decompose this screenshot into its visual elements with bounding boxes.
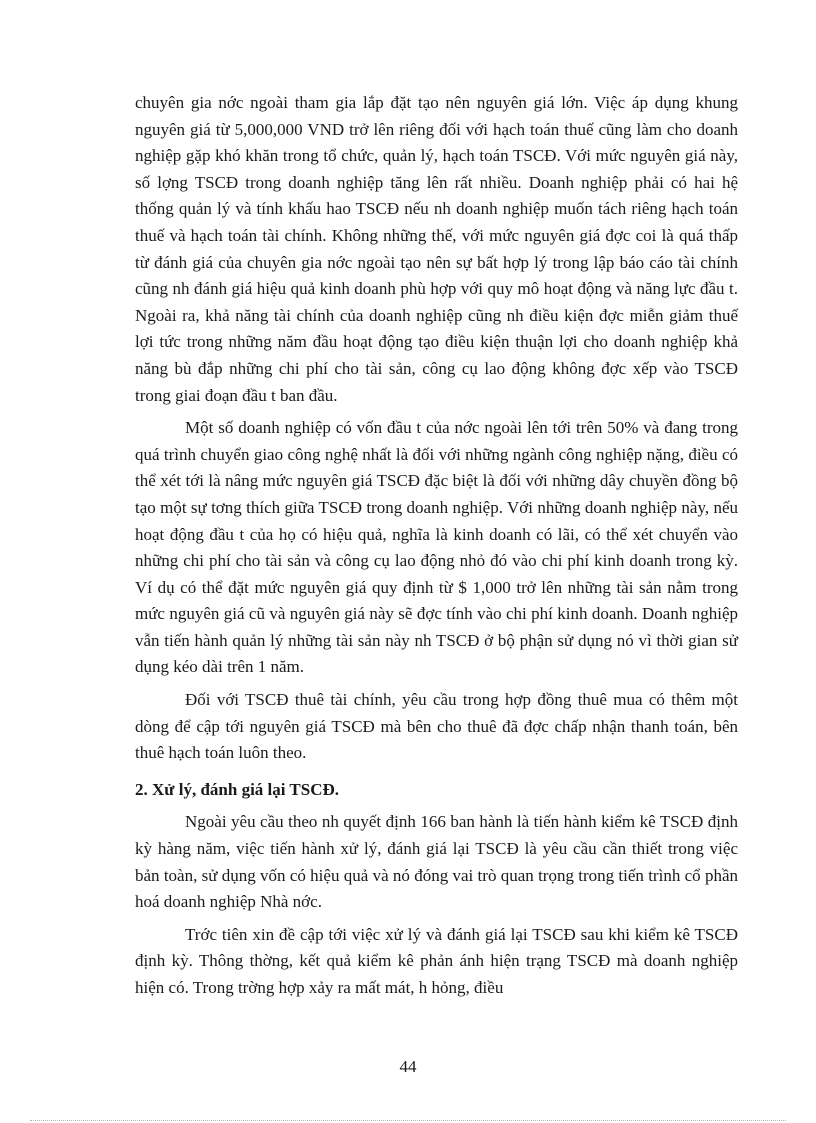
paragraph-5: Trớc tiên xin đề cập tới việc xử lý và đánh giá lại TSCĐ sau khi kiểm kê TSCĐ định kỳ. Thông thờng, kết quả kiểm kê phản ánh hiện trạng TSCĐ mà doanh nghiệp hiện có. Trong trờng hợp xảy ra mất mát, h hỏng, điều [135, 924, 738, 997]
paragraph-3: Đối với TSCĐ thuê tài chính, yêu cầu trong hợp đồng thuê mua có thêm một dòng để cập tới nguyên giá TSCĐ mà bên cho thuê đã đợc chấp nhận thanh toán, bên thuê hạch toán luôn theo. [135, 690, 738, 763]
document-body [135, 90, 738, 1002]
section-heading: 2. Xử lý, đánh giá lại TSCĐ. [135, 779, 340, 799]
paragraph-1: chuyên gia nớc ngoài tham gia lắp đặt tạo nên nguyên giá lớn. Việc áp dụng khung nguyên giá từ 5,000,000 VND trở lên riêng đối với hạch toán thuế cũng làm cho doanh nghiệp gặp khó khăn trong tổ chức, quản lý, hạch toán TSCĐ. Với mức nguyên giá này, số lợng TSCĐ trong doanh nghiệp tăng lên rất nhiều. Doanh nghiệp phải có hai hệ thống quản lý và tính khấu hao TSCĐ nếu nh doanh nghiệp muốn tách riêng hạch toán thuế và hạch toán tài chính. Không những thế, với mức nguyên giá đợc coi là quá thấp từ đánh giá của chuyên gia nớc ngoài tạo nên sự bất hợp lý trong lập báo cáo tài chính cũng nh đánh giá hiệu quả kinh doanh phù hợp với quy mô hoạt động và năng lực đầu t. Ngoài ra, khả năng tài chính của doanh nghiệp cũng nh điều kiện đợc miễn giảm thuế lợi tức trong những năm đầu hoạt động tạo điều kiện thuận lợi cho doanh nghiệp khả năng bù đắp những chi phí cho tài sản, công cụ lao động không đợc xếp vào TSCĐ trong giai đoạn đầu t ban đầu. [135, 93, 738, 405]
paragraph-2: Một số doanh nghiệp có vốn đầu t của nớc ngoài lên tới trên 50% và đang trong quá trình chuyển giao công nghệ nhất là đối với những ngành công nghiệp nặng, điều có thể xét tới là nâng mức nguyên giá TSCĐ đặc biệt là đối với những dây chuyền đồng bộ tạo một sự tơng thích giữa TSCĐ trong doanh nghiệp. Với những doanh nghiệp này, nếu hoạt động đầu t của họ có hiệu quả, nghĩa là kinh doanh có lãi, có thể xét chuyển vào những chi phí cho tài sản và công cụ lao động nhỏ đó vào chi phí kinh doanh trong kỳ. Ví dụ có thể đặt mức nguyên giá quy định từ $ 1,000 trở lên những tài sản nằm trong mức nguyên giá cũ và nguyên giá này sẽ đợc tính vào chi phí kinh doanh. Doanh nghiệp vẫn tiến hành quản lý những tài sản này nh TSCĐ ở bộ phận sử dụng nó vì thời gian sử dụng kéo dài trên 1 năm. [135, 418, 738, 677]
page-number: 44 [399, 1057, 417, 1076]
paragraph-4: Ngoài yêu cầu theo nh quyết định 166 ban hành là tiến hành kiểm kê TSCĐ định kỳ hàng năm, việc tiến hành xử lý, đánh giá lại TSCĐ là yêu cầu cần thiết trong việc bản toàn, sử dụng vốn có hiệu quả và nó đóng vai trò quan trọng trong tiến trình cổ phần hoá doanh nghiệp Nhà nớc. [135, 812, 738, 912]
page-bottom-divider [30, 1120, 786, 1121]
